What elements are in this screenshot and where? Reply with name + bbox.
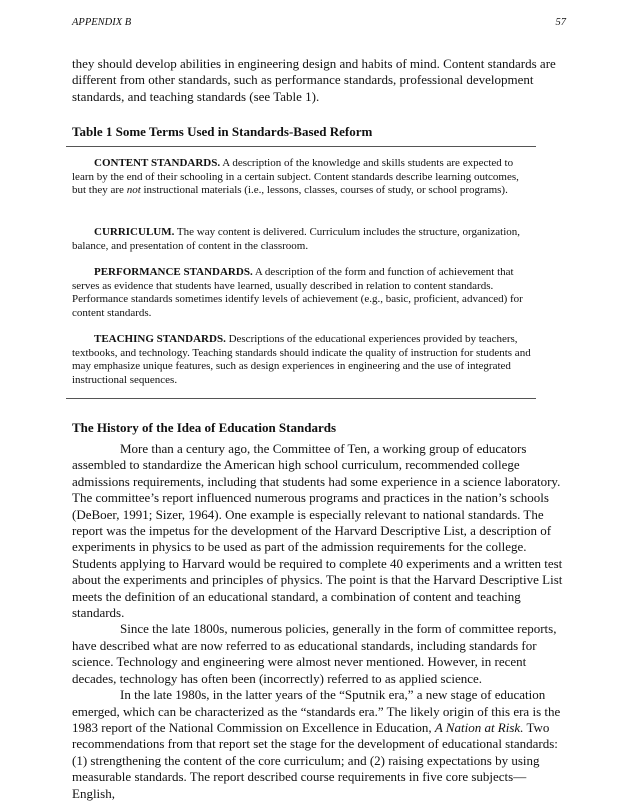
term-definition — [72, 157, 534, 198]
page-number: 57 — [555, 17, 566, 28]
definition-text: A description of the form and function of achievement that serves as evidence that students have learned, usually described in relation to content standards. Performance standards sometimes identify levels of achievement (e.g., basic, proficient, advanced) for content standards. — [72, 266, 523, 319]
definition-text: Descriptions of the educational experiences provided by teachers, textbooks, and technology. Teaching standards should indicate the quality of instruction for students and may emphasize unique features, such as design experiences in engineering and the use of integrated instructional sequences. — [72, 333, 531, 386]
paragraph-text: Two recommendations from that report set the stage for the development of educational standards: (1) strengthening the content of the core curriculum; and (2) raising expectations by using measurable standards. The report described course requirements in five core subjects—English, — [72, 719, 558, 801]
term-definition — [72, 266, 534, 320]
term-label: CURRICULUM. — [94, 226, 175, 238]
paragraph-text: In the late 1980s, in the latter years of the “Sputnik era,” a new stage of education emerged, which can be characterized as the “standards era.” The likely origin of this era is the 1983 report of the National Commission on Excellence in Education, — [72, 687, 561, 735]
table-title: Table 1 Some Terms Used in Standards-Based Reform — [72, 124, 373, 139]
term-label: CONTENT STANDARDS. — [94, 157, 221, 169]
body-paragraph: More than a century ago, the Committee of Ten, a working group of educators assembled to standardize the American high school curriculum, recommended college admissions requirements, including that students had some experience in a science laboratory. The committee’s report influenced numerous programs and practices in the nation’s schools (DeBoer, 1991; Sizer, 1964). One example is especially relevant to national standards. The report was the impetus for the development of the Harvard Descriptive List, a description of experiments in physics to be used as part of the admission requirements for the college. Students applying to Harvard would be required to complete 40 experiments and a written test about the experiments and principles of physics. The point is that the Harvard Descriptive List meets the definition of an educational standard, a combination of content and teaching standards. — [72, 441, 563, 621]
section-body — [72, 441, 568, 802]
report-title: A Nation at Risk. — [434, 719, 524, 735]
table-bottom-rule — [66, 398, 536, 399]
running-header: APPENDIX B — [72, 17, 132, 28]
definition-text: A description of the knowledge and skills students are expected to learn by the end of their schooling in a certain subject. Content standards describe learning outcomes, but they are — [72, 157, 519, 197]
body-paragraph — [72, 687, 568, 802]
intro-paragraph: they should develop abilities in engineering design and habits of mind. Content standards are different from other standards, such as performance standards, professional development standards, and teaching standards (see Table 1). — [72, 56, 556, 104]
table-top-rule — [66, 146, 536, 147]
section-heading: The History of the Idea of Education Standards — [72, 420, 336, 435]
definition-text: instructional materials (i.e., lessons, classes, courses of study, or school programs). — [140, 184, 508, 197]
term-label: TEACHING STANDARDS. — [94, 333, 226, 345]
term-definition — [72, 333, 534, 387]
body-paragraph: Since the late 1800s, numerous policies, generally in the form of committee reports, have described what are now referred to as educational standards, including standards for science. Technology and engineering were almost never mentioned. However, in recent decades, technology has often been (incorrectly) referred to as applied science. — [72, 621, 557, 686]
emphasis-text: not — [126, 184, 141, 197]
term-definition — [72, 226, 534, 253]
term-label: PERFORMANCE STANDARDS. — [94, 266, 253, 278]
definition-text: The way content is delivered. Curriculum includes the structure, organization, balance, and presentation of content in the classroom. — [72, 226, 521, 252]
